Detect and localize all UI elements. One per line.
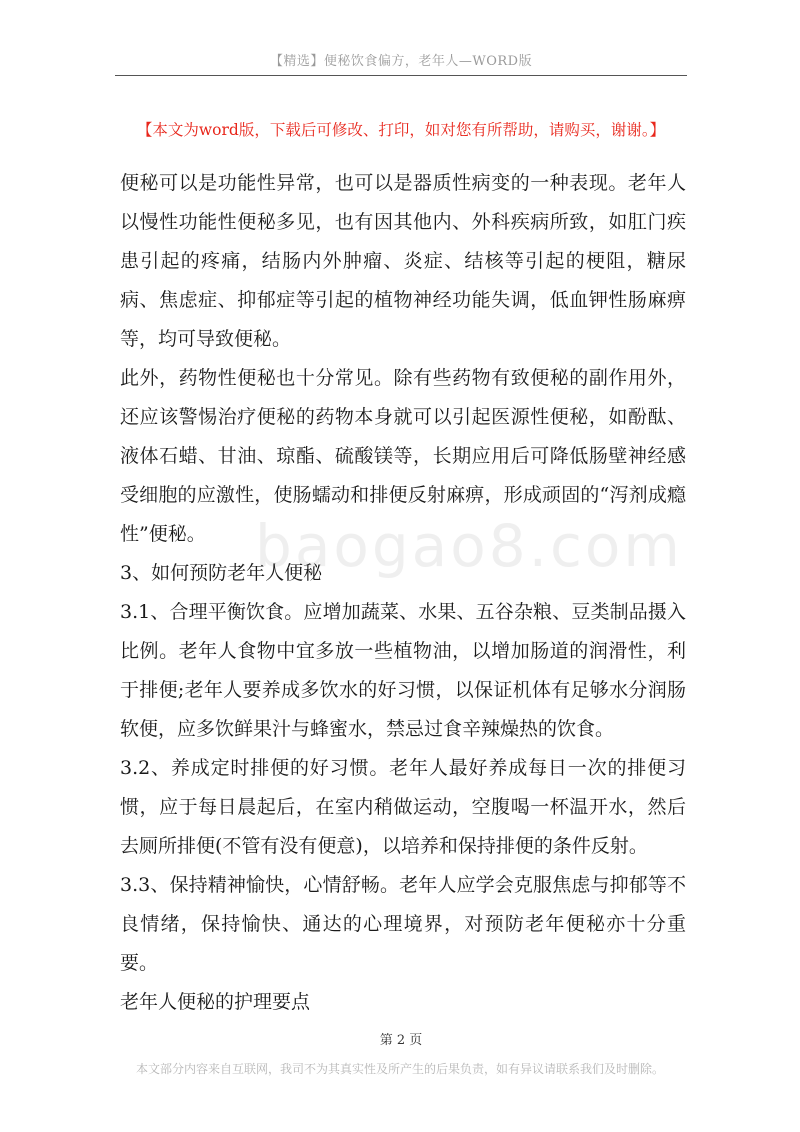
paragraph-constipation-causes: 便秘可以是功能性异常，也可以是器质性病变的一种表现。老年人以慢性功能性便秘多见，也有因其他内、外科疾病所致，如肛门疾患引起的疼痛，结肠内外肿瘤、炎症、结核等引起的梗阻，糖尿病、焦虑症、抑郁症等引起的植物神经功能失调，低血钾性肠麻痹等，均可导致便秘。 (120, 172, 686, 350)
paragraph-drug-constipation: 此外，药物性便秘也十分常见。除有些药物有致便秘的副作用外，还应该警惕治疗便秘的药物本身就可以引起医源性便秘，如酚酞、液体石蜡、甘油、琼酯、硫酸镁等，长期应用后可降低肠壁神经感受细胞的应激性，使肠蠕动和排便反射麻痹，形成顽固的“泻剂成瘾性”便秘。 (120, 367, 686, 545)
document-body (120, 164, 686, 1022)
download-notice: 【本文为word版，下载后可修改、打印，如对您有所帮助，请购买，谢谢。】 (136, 121, 666, 139)
footer-disclaimer: 本文部分内容来自互联网，我司不为其真实性及所产生的后果负责，如有异议请联系我们及时删除。 (135, 1062, 664, 1076)
section-heading-prevention: 3、如何预防老年人便秘 (120, 562, 323, 584)
page-number: 第 2 页 (379, 1033, 423, 1048)
paragraph-mental-health: 3.3、保持精神愉快，心情舒畅。老年人应学会克服焦虑与抑郁等不良情绪，保持愉快、通达的心理境界，对预防老年便秘亦十分重要。 (120, 874, 686, 974)
page-header-title: 【精选】便秘饮食偏方，老年人—WORD版 (269, 54, 533, 69)
header-divider (115, 75, 687, 76)
paragraph-balanced-diet: 3.1、合理平衡饮食。应增加蔬菜、水果、五谷杂粮、豆类制品摄入比例。老年人食物中宜多放一些植物油，以增加肠道的润滑性，利于排便;老年人要养成多饮水的好习惯，以保证机体有足够水分润肠软便，应多饮鲜果汁与蜂蜜水，禁忌过食辛辣燥热的饮食。 (120, 601, 686, 740)
watermark: baogao8.com (255, 512, 683, 580)
section-heading-nursing: 老年人便秘的护理要点 (120, 991, 311, 1013)
paragraph-regular-habit: 3.2、养成定时排便的好习惯。老年人最好养成每日一次的排便习惯，应于每日晨起后，在室内稍做运动，空腹喝一杯温开水，然后去厕所排便(不管有没有便意)，以培养和保持排便的条件反射。 (120, 757, 686, 857)
